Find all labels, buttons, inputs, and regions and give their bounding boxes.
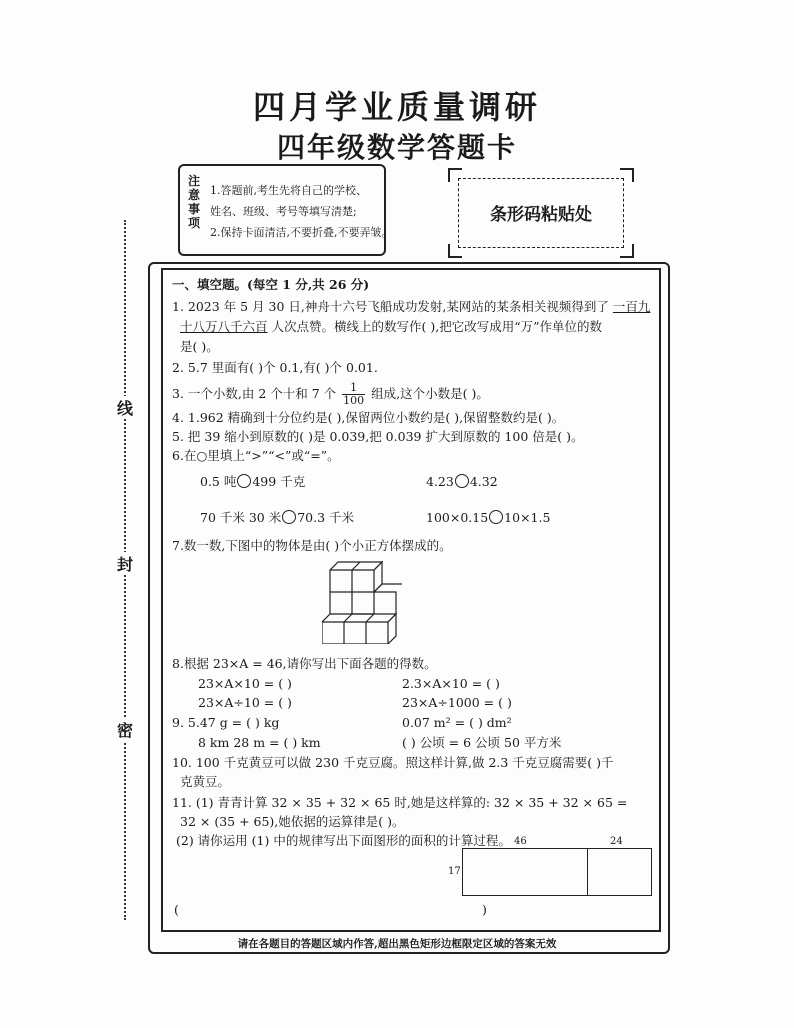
question-11-line-1: 11. (1) 青青计算 32 × 35 + 32 × 65 时,她是这样算的: 32 × 35 + 32 × 65 = [172,795,628,810]
notice-text [210,180,393,243]
q8-a[interactable]: 23×A×10 = ( ) [198,676,292,691]
compare-circle[interactable] [489,510,503,524]
question-11-line-3: (2) 请你运用 (1) 中的规律写出下面图形的面积的计算过程。 [176,833,511,848]
q6a-right: 499 千克 [252,474,306,489]
binding-char-xian: 线 [114,396,136,419]
question-1-line-2 [180,319,602,335]
question-4[interactable]: 4. 1.962 精确到十分位约是( ),保留两位小数约是( ),保留整数约是( )。 [172,410,565,425]
q1-text-2: 人次点赞。横线上的数写作( ),把它改写成用“万”作单位的数 [271,319,602,334]
question-8: 8.根据 23×A = 46,请你写出下面各题的得数。 [172,656,437,671]
q9-b[interactable]: 0.07 m² = ( ) dm² [402,715,512,730]
fraction [342,382,365,407]
figure-width-2: 24 [610,836,623,847]
figure-width-1: 46 [514,836,527,847]
q6c-right: 70.3 千米 [297,510,355,525]
question-3[interactable] [172,380,489,408]
compare-circle[interactable] [455,474,469,488]
q6-compare-c [200,510,354,526]
q6b-right: 4.32 [469,474,498,489]
q1-underlined-number-cont: 十八万八千六百 [180,319,268,334]
cube-stack-figure [322,560,402,644]
section-heading: 一、填空题。(每空 1 分,共 26 分) [172,277,370,292]
question-11-line-2[interactable]: 32 × (35 + 65),她依据的运算律是( )。 [180,814,405,829]
rectangle-figure [462,848,652,896]
notice-box [178,164,393,256]
rectangle-divider [587,849,588,895]
notice-line-3: 2.保持卡面清洁,不要折叠,不要弄皱。 [210,226,393,239]
q8-d[interactable]: 23×A÷1000 = ( ) [402,695,512,710]
compare-circle[interactable] [282,510,296,524]
question-5[interactable]: 5. 把 39 缩小到原数的( )是 0.039,把 0.039 扩大到原数的 100 倍是( )。 [172,429,584,444]
page-subtitle: 四年级数学答题卡 [276,131,517,164]
q6d-left: 100×0.15 [426,510,489,525]
question-1-line-3[interactable]: 是( )。 [180,339,219,354]
q1-underlined-number: 一百九 [612,299,651,314]
barcode-area [448,168,634,258]
notice-label: 注意事项 [188,174,201,230]
binding-char-feng: 封 [114,552,136,575]
q6-compare-a [200,474,305,490]
compare-circle[interactable] [237,474,251,488]
question-7[interactable]: 7.数一数,下图中的物体是由( )个小正方体摆成的。 [172,538,452,553]
q6a-left: 0.5 吨 [200,474,237,489]
notice-line-2: 姓名、班级、考号等填写清楚; [210,205,357,218]
question-10-line-2: 克黄豆。 [180,774,231,789]
answer-paren-open: ( [174,902,179,917]
binding-char-mi: 密 [114,718,136,741]
q8-c[interactable]: 23×A÷10 = ( ) [198,695,292,710]
q9-d[interactable]: ( ) 公顷 = 6 公顷 50 平方米 [402,735,562,750]
notice-line-1: 1.答题前,考生先将自己的学校、 [210,184,367,197]
footer-note: 请在各题目的答题区域内作答,超出黑色矩形边框限定区域的答案无效 [237,938,557,950]
page-title: 四月学业质量调研 [252,88,541,126]
question-2[interactable]: 2. 5.7 里面有( )个 0.1,有( )个 0.01. [172,360,378,375]
q6c-left: 70 千米 30 米 [200,510,282,525]
q1-text: 1. 2023 年 5 月 30 日,神舟十六号飞船成功发射,某网站的某条相关视频得到了 [172,299,609,314]
q6-compare-d [426,510,550,526]
q3-text-2: 组成,这个小数是( )。 [371,386,489,401]
q6d-right: 10×1.5 [504,510,551,525]
fraction-numerator: 1 [342,382,365,395]
question-6: 6.在○里填上“>”“<”或“=”。 [172,448,340,463]
question-1-line-1 [172,299,650,315]
figure-height: 17 [448,866,461,877]
question-10-line-1[interactable]: 10. 100 千克黄豆可以做 230 千克豆腐。照这样计算,做 2.3 千克豆腐需要( )千 [172,755,614,770]
q6b-left: 4.23 [426,474,454,489]
answer-paren-close: ) [482,902,487,917]
q6-compare-b [426,474,498,490]
q9-a[interactable]: 9. 5.47 g = ( ) kg [172,715,280,730]
q3-text: 3. 一个小数,由 2 个十和 7 个 [172,386,337,401]
q9-c[interactable]: 8 km 28 m = ( ) km [198,735,321,750]
fraction-denominator: 100 [343,394,365,407]
barcode-label: 条形码粘贴处 [490,205,592,225]
q8-b[interactable]: 2.3×A×10 = ( ) [402,676,500,691]
